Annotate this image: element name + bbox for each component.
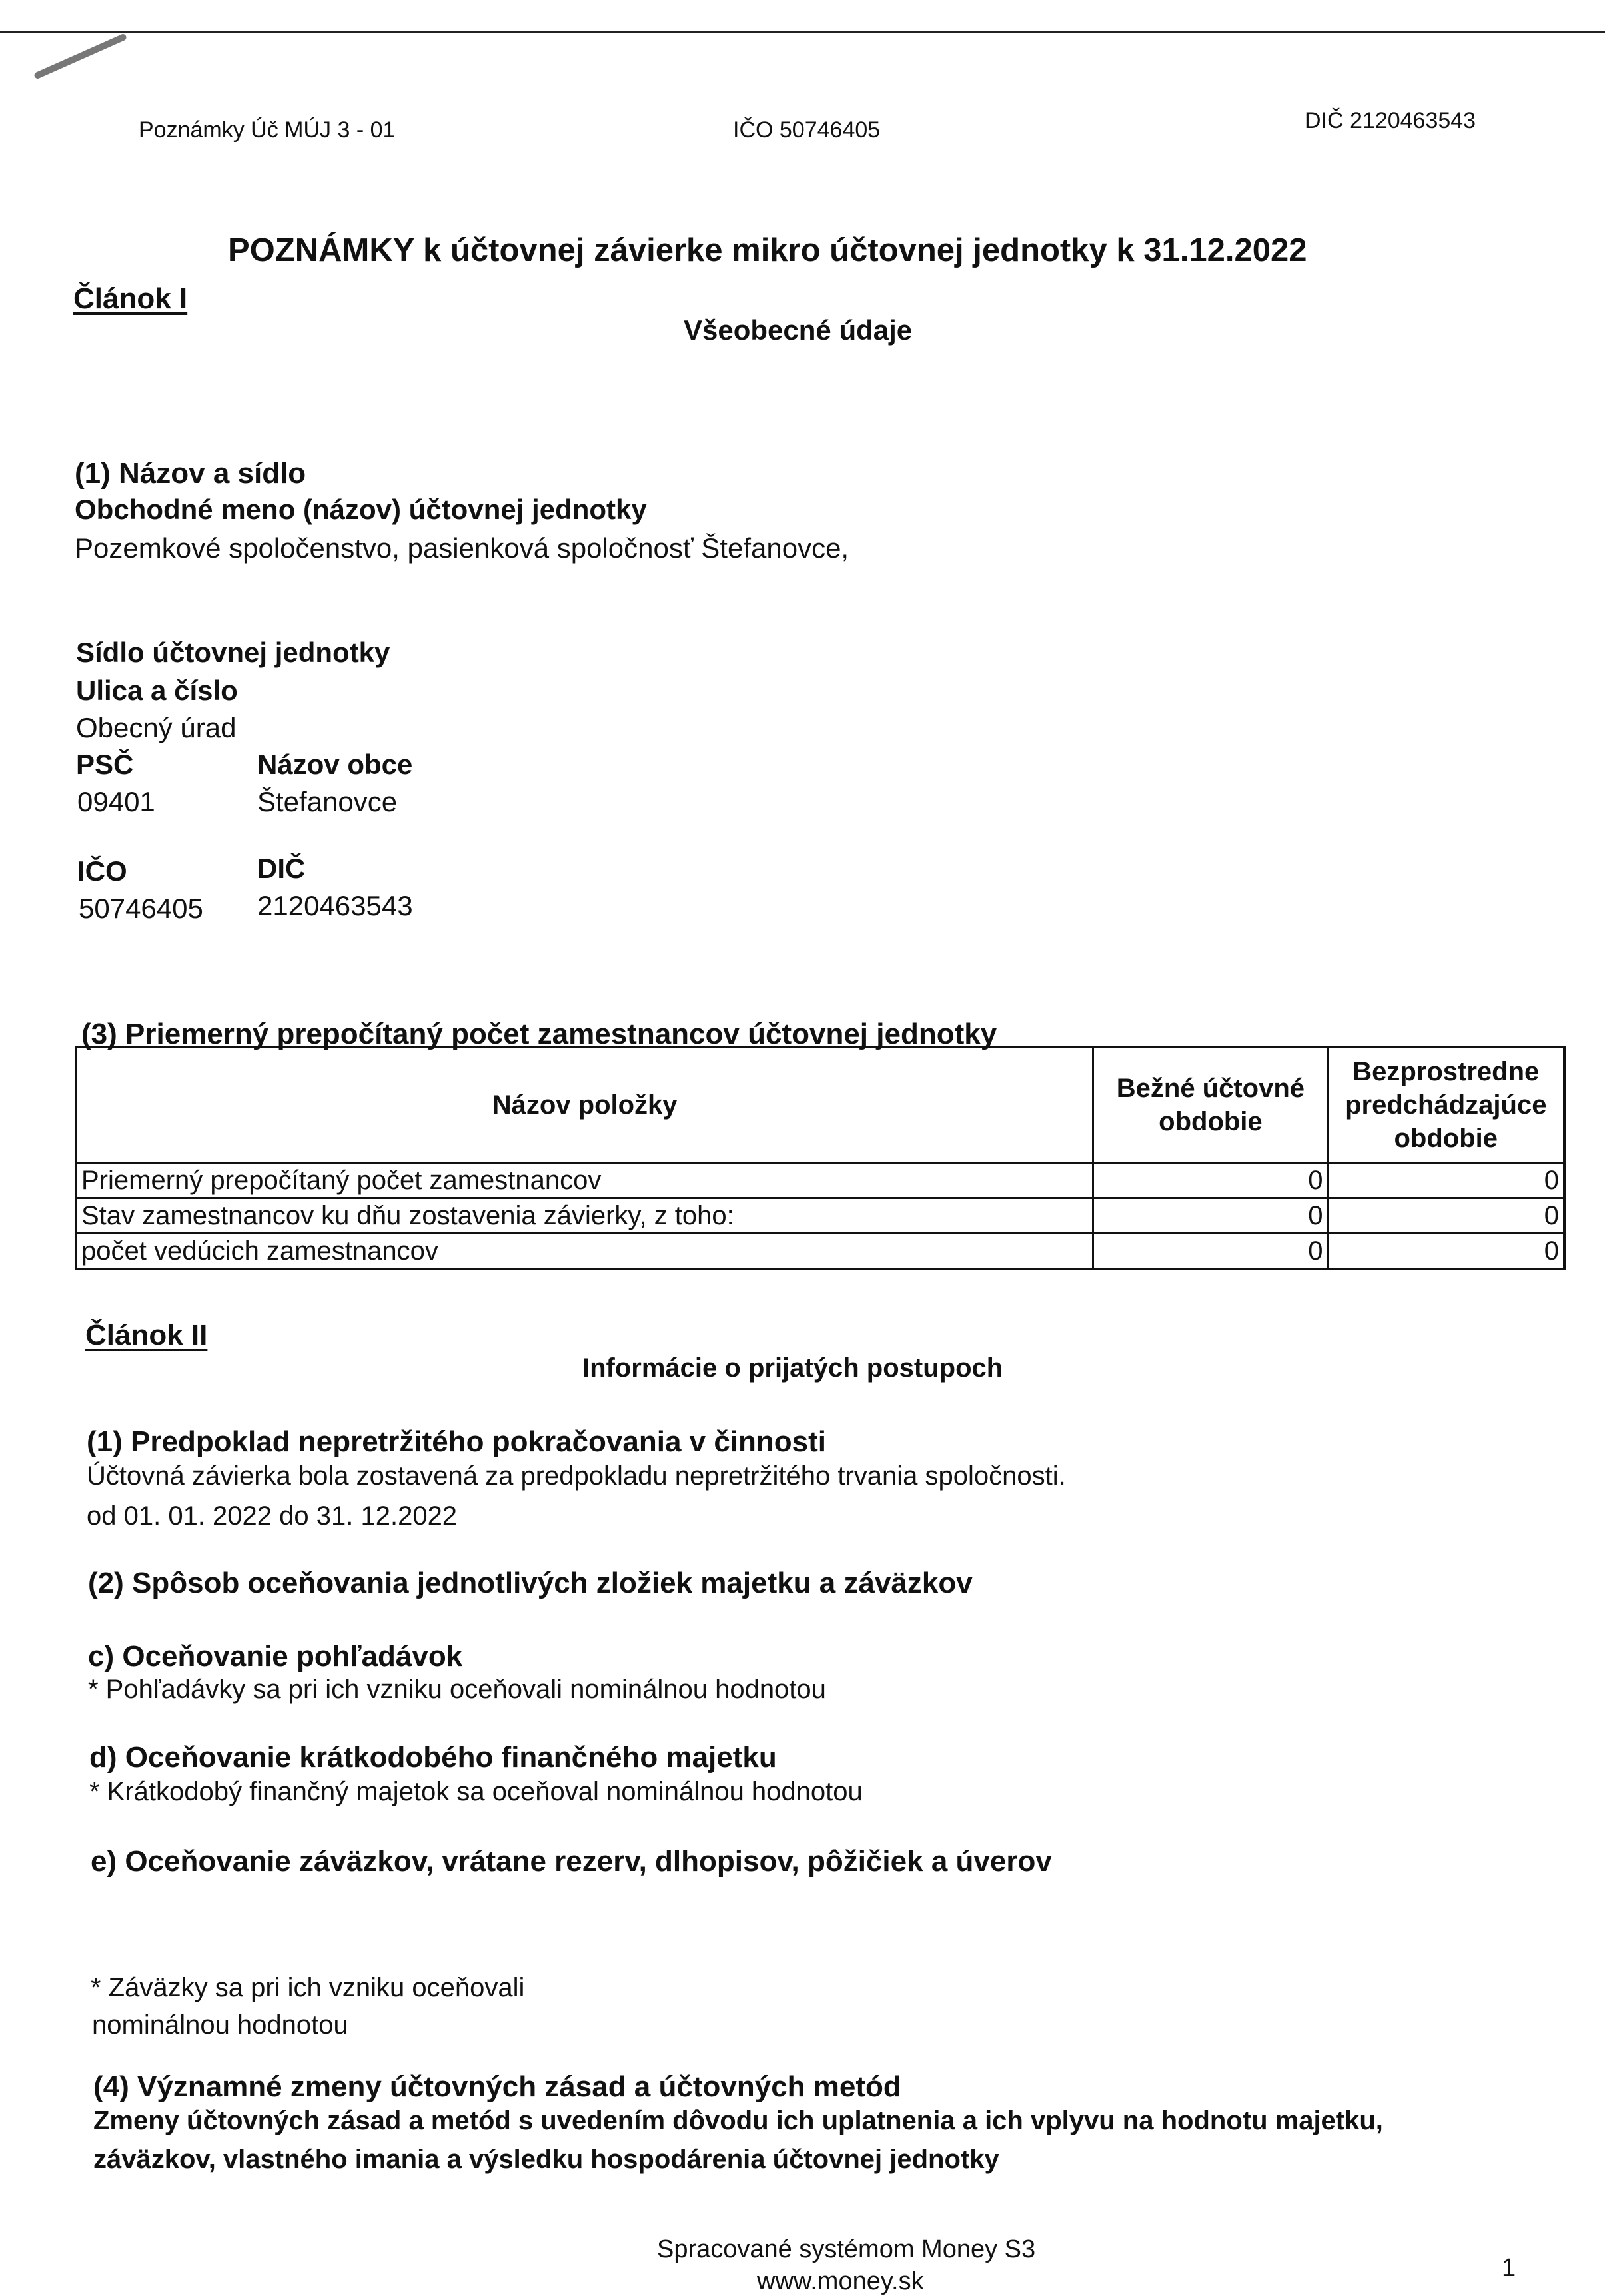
pen-mark — [33, 33, 127, 79]
row-label: Priemerný prepočítaný počet zamestnancov — [76, 1163, 1093, 1198]
dic-label: DIČ — [257, 853, 306, 884]
street-label: Ulica a číslo — [76, 675, 238, 706]
liabilities-text-1: * Záväzky sa pri ich vzniku oceňovali — [91, 1973, 525, 2002]
header-ico: IČO 50746405 — [733, 117, 881, 143]
street-value: Obecný úrad — [76, 712, 237, 743]
town-value: Štefanovce — [257, 786, 398, 817]
receivables-text: * Pohľadávky sa pri ich vzniku oceňovali nominálnou hodnotou — [88, 1675, 826, 1704]
article-1-subtitle: Všeobecné údaje — [684, 314, 913, 346]
row-previous: 0 — [1328, 1163, 1564, 1198]
article-2-subtitle: Informácie o prijatých postupoch — [582, 1353, 1003, 1383]
footer-processed-by: Spracované systémom Money S3 — [657, 2235, 1036, 2263]
col-header-previous: Bezprostredne predchádzajúce obdobie — [1328, 1047, 1564, 1163]
table-header-row — [76, 1047, 1564, 1163]
row-label: počet vedúcich zamestnancov — [76, 1234, 1093, 1270]
row-current: 0 — [1093, 1198, 1328, 1234]
header-dic: DIČ 2120463543 — [1305, 108, 1476, 133]
town-label: Názov obce — [257, 749, 413, 780]
short-term-assets-text: * Krátkodobý finančný majetok sa oceňoval nominálnou hodnotou — [89, 1777, 863, 1806]
employees-section-title: (3) Priemerný prepočítaný počet zamestnancov účtovnej jednotky — [81, 1018, 997, 1050]
table-row — [76, 1234, 1564, 1270]
psc-value: 09401 — [77, 786, 155, 817]
accounting-changes-line-2: záväzkov, vlastného imania a výsledku hospodárenia účtovnej jednotky — [93, 2145, 999, 2174]
top-rule — [0, 31, 1605, 33]
article-1-heading: Článok I — [73, 282, 188, 315]
footer-website: www.money.sk — [757, 2267, 924, 2295]
dic-value: 2120463543 — [257, 890, 413, 921]
employees-table — [75, 1046, 1566, 1270]
ico-label: IČO — [77, 855, 127, 887]
short-term-assets-title: d) Oceňovanie krátkodobého finančného majetku — [89, 1741, 777, 1774]
accounting-changes-title: (4) Významné zmeny účtovných zásad a účtovných metód — [93, 2070, 901, 2103]
row-current: 0 — [1093, 1234, 1328, 1270]
psc-label: PSČ — [76, 749, 134, 780]
row-previous: 0 — [1328, 1198, 1564, 1234]
section-name-seat-title: (1) Názov a sídlo — [75, 457, 306, 490]
row-current: 0 — [1093, 1163, 1328, 1198]
receivables-title: c) Oceňovanie pohľadávok — [88, 1640, 463, 1673]
row-label: Stav zamestnancov ku dňu zostavenia závierky, z toho: — [76, 1198, 1093, 1234]
row-previous: 0 — [1328, 1234, 1564, 1270]
accounting-changes-line-1: Zmeny účtovných zásad a metód s uvedením dôvodu ich uplatnenia a ich vplyvu na hodnotu majetku, — [93, 2106, 1383, 2135]
company-name-value: Pozemkové spoločenstvo, pasienková spoločnosť Štefanovce, — [75, 532, 849, 564]
table-row — [76, 1198, 1564, 1234]
valuation-title: (2) Spôsob oceňovania jednotlivých zložiek majetku a záväzkov — [88, 1567, 973, 1599]
liabilities-text-2: nominálnou hodnotou — [92, 2010, 348, 2040]
liabilities-title: e) Oceňovanie záväzkov, vrátane rezerv, dlhopisov, pôžičiek a úverov — [91, 1845, 1052, 1878]
seat-label: Sídlo účtovnej jednotky — [76, 637, 390, 668]
ico-value: 50746405 — [79, 893, 203, 924]
col-header-current: Bežné účtovné obdobie — [1093, 1047, 1328, 1163]
article-2-heading: Článok II — [85, 1319, 208, 1351]
document-title: POZNÁMKY k účtovnej závierke mikro účtovnej jednotky k 31.12.2022 — [228, 232, 1307, 268]
header-form-code: Poznámky Úč MÚJ 3 - 01 — [139, 117, 396, 143]
continuity-line-2: od 01. 01. 2022 do 31. 12.2022 — [87, 1501, 458, 1531]
col-header-item: Názov položky — [76, 1047, 1093, 1163]
continuity-title: (1) Predpoklad nepretržitého pokračovania v činnosti — [87, 1425, 827, 1458]
page-number: 1 — [1502, 2254, 1516, 2282]
company-name-label: Obchodné meno (názov) účtovnej jednotky — [75, 494, 647, 525]
table-row — [76, 1163, 1564, 1198]
continuity-line-1: Účtovná závierka bola zostavená za predpokladu nepretržitého trvania spoločnosti. — [87, 1461, 1066, 1491]
